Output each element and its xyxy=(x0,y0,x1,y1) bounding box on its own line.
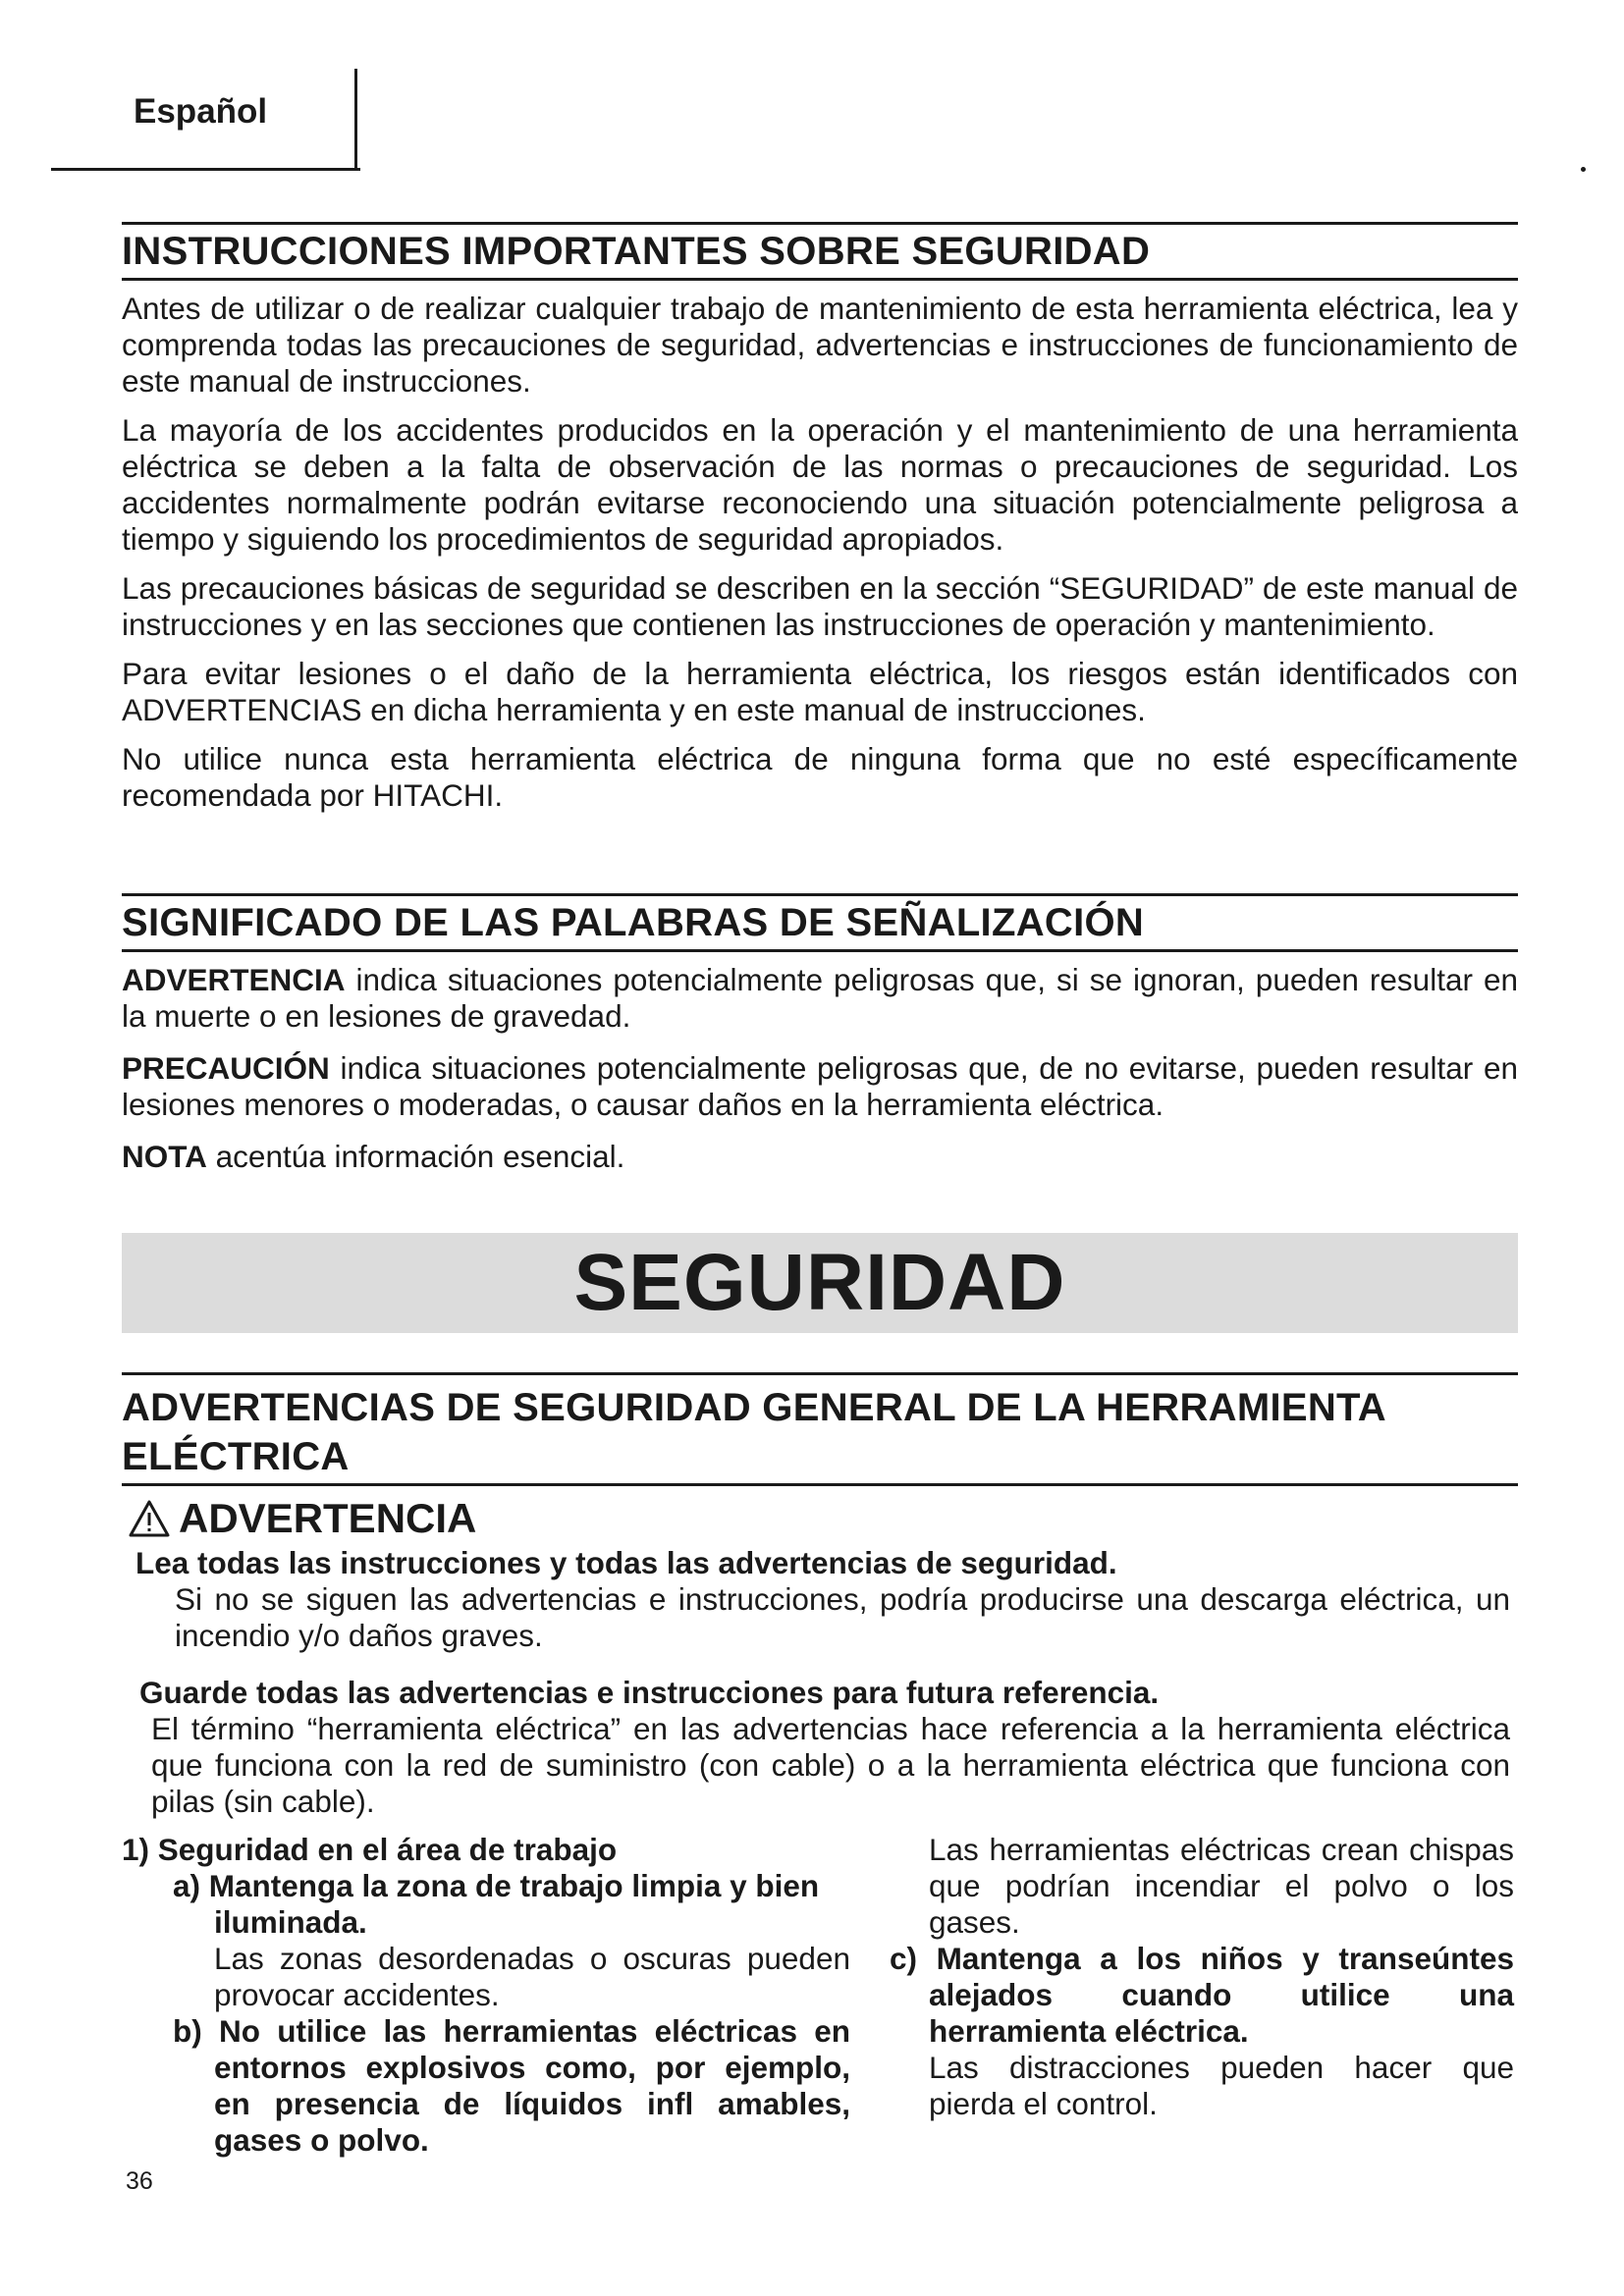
paragraph: No utilice nunca esta herramienta eléctrica de ninguna forma que no esté específicamente recomendada por HITACHI. xyxy=(122,741,1518,813)
language-tab xyxy=(51,69,357,171)
read-all-text: Si no se siguen las advertencias e instrucciones, podría producirse una descarga eléctrica, un incendio y/o daños graves. xyxy=(175,1581,1510,1653)
keep-block xyxy=(139,1675,1510,1820)
work-area-heading: 1) Seguridad en el área de trabajo xyxy=(122,1832,618,1867)
tab-divider-vertical xyxy=(354,69,357,171)
item-b-text: Las herramientas eléctricas crean chispas que podrían incendiar el polvo o los gases. xyxy=(929,1832,1514,1940)
definition-nota xyxy=(122,1139,1518,1175)
banner-title: SEGURIDAD xyxy=(573,1238,1066,1327)
item-a-text: Las zonas desordenadas o oscuras pueden provocar accidentes. xyxy=(214,1941,850,2012)
work-area-right-column xyxy=(890,1832,1514,2122)
warning-heading xyxy=(128,1492,476,1545)
term: NOTA xyxy=(122,1139,207,1174)
item-c-text: Las distracciones pueden hacer que pierda el control. xyxy=(929,2050,1514,2121)
section-title-line1: ADVERTENCIAS DE SEGURIDAD GENERAL DE LA HERRAMIENTA xyxy=(122,1386,1386,1429)
rule-bottom xyxy=(122,1483,1518,1486)
section-important-instructions xyxy=(122,222,1518,814)
term: ADVERTENCIA xyxy=(122,962,346,997)
paragraph: Para evitar lesiones o el daño de la herramienta eléctrica, los riesgos están identificados con ADVERTENCIAS en dicha herramienta y en este manual de instrucciones. xyxy=(122,656,1518,727)
item-b xyxy=(173,2013,850,2159)
definition-precaucion xyxy=(122,1050,1518,1123)
rule-top xyxy=(122,893,1518,896)
keep-heading: Guarde todas las advertencias e instrucciones para futura referencia. xyxy=(139,1675,1160,1710)
warning-triangle-icon xyxy=(128,1499,171,1538)
section-title: INSTRUCCIONES IMPORTANTES SOBRE SEGURIDAD xyxy=(122,230,1151,273)
section-title-line2: ELÉCTRICA xyxy=(122,1435,350,1478)
language-label: Español xyxy=(134,92,268,131)
definition-text: indica situaciones potencialmente peligrosas que, si se ignoran, pueden resultar en la muerte o en lesiones de gravedad. xyxy=(122,962,1518,1034)
read-all-heading: Lea todas las instrucciones y todas las advertencias de seguridad. xyxy=(135,1545,1117,1580)
item-a-title: a) Mantenga la zona de trabajo limpia y bien iluminada. xyxy=(173,1868,820,1940)
tab-divider-horizontal xyxy=(51,168,360,171)
paragraph: Las precauciones básicas de seguridad se describen en la sección “SEGURIDAD” de este manual de instrucciones y en las secciones que contienen las instrucciones de operación y mantenimiento. xyxy=(122,570,1518,642)
item-c-title: c) Mantenga a los niños y transeúntes alejados cuando utilice una herramienta eléctrica. xyxy=(890,1941,1514,2049)
definition-advertencia xyxy=(122,962,1518,1035)
rule-top xyxy=(122,1372,1518,1375)
warning-label: ADVERTENCIA xyxy=(179,1495,477,1541)
term: PRECAUCIÓN xyxy=(122,1050,330,1086)
keep-text: El término “herramienta eléctrica” en las advertencias hace referencia a la herramienta eléctrica que funciona con la red de suministro (con cable) o a la herramienta eléctrica que funciona con pilas (sin cable). xyxy=(151,1711,1510,1819)
corner-dot xyxy=(1581,167,1586,172)
read-all-block xyxy=(135,1545,1510,1654)
work-area-left-column xyxy=(122,1832,850,2159)
page-number: 36 xyxy=(126,2167,153,2195)
section-signal-words xyxy=(122,893,1518,1175)
section-general-warnings xyxy=(122,1372,1518,1486)
section-title: SIGNIFICADO DE LAS PALABRAS DE SEÑALIZACIÓN xyxy=(122,901,1145,944)
paragraph: La mayoría de los accidentes producidos en la operación y el mantenimiento de una herramienta eléctrica se deben a la falta de observación de las normas o precauciones de seguridad. Los accidentes normalmente podrán evitarse reconociendo una situación potencialmente peligrosa a tiempo y siguiendo los procedimientos de seguridad apropiados. xyxy=(122,412,1518,557)
rule-top xyxy=(122,222,1518,225)
item-a xyxy=(173,1868,850,2013)
definition-text: indica situaciones potencialmente peligrosas que, de no evitarse, pueden resultar en lesiones menores o moderadas, o causar daños en la herramienta eléctrica. xyxy=(122,1050,1518,1122)
paragraph: Antes de utilizar o de realizar cualquier trabajo de mantenimiento de esta herramienta eléctrica, lea y comprenda todas las precauciones de seguridad, advertencias e instrucciones de funcionamiento de este manual de instrucciones. xyxy=(122,291,1518,399)
rule-bottom xyxy=(122,949,1518,952)
seguridad-banner xyxy=(122,1233,1518,1333)
definition-text: acentúa información esencial. xyxy=(206,1139,625,1174)
item-b-title: b) No utilice las herramientas eléctricas en entornos explosivos como, por ejemplo, en presencia de líquidos infl amables, gases o polvo. xyxy=(173,2013,850,2158)
rule-bottom xyxy=(122,278,1518,281)
